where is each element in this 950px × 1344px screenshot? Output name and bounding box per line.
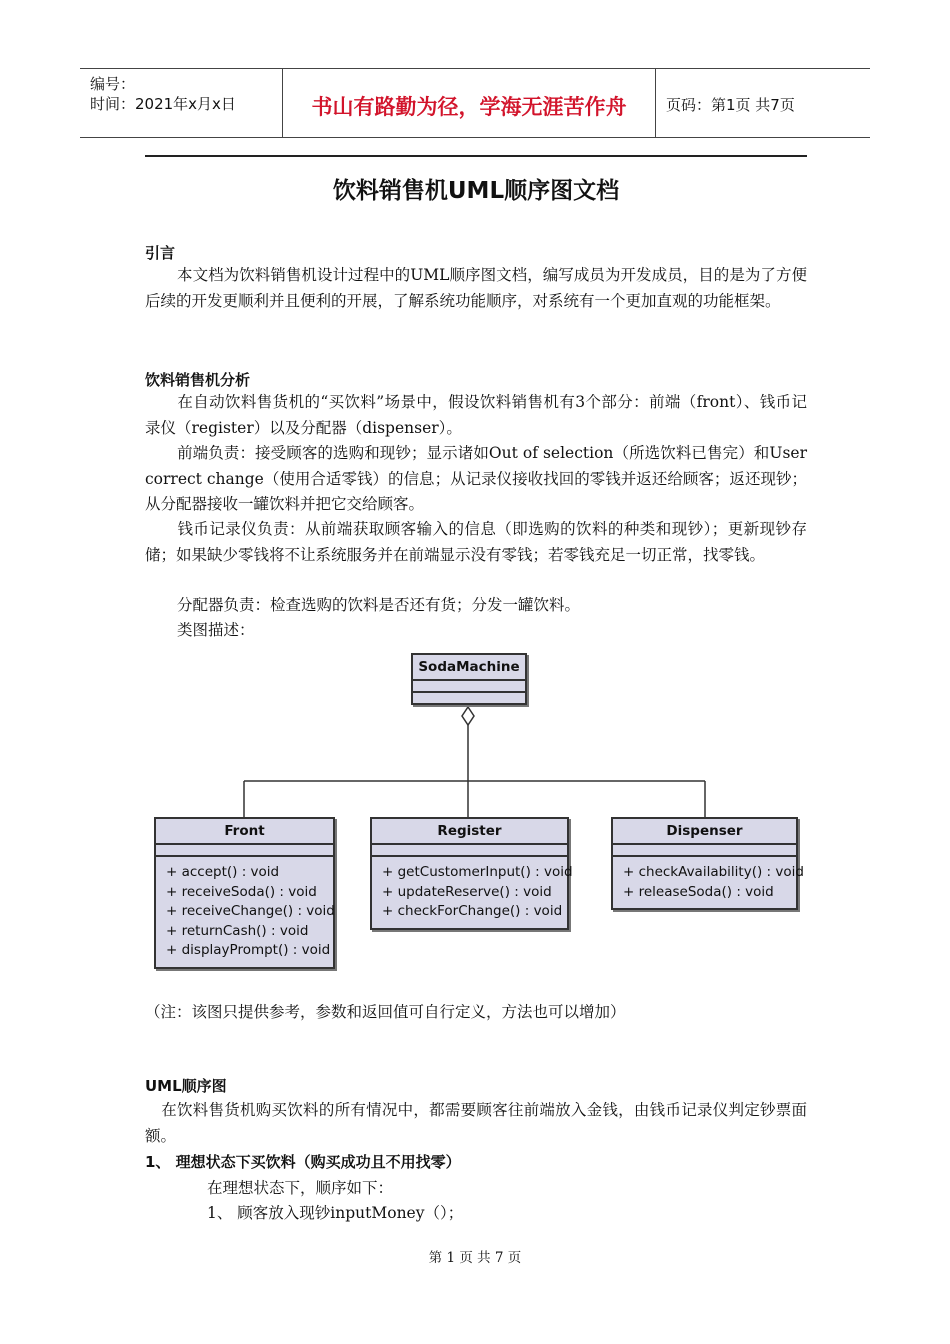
analysis-p4 [145,593,807,619]
intro-paragraph [145,263,807,314]
sequence-step-1: 1、 顾客放入现钞inputMoney（）； [207,1204,464,1222]
class-dispenser [611,817,804,910]
class-operations [372,857,573,928]
intro-heading: 引言 [145,244,176,262]
class-front [154,817,335,969]
operation: + displayPrompt() : void [166,942,331,958]
operation: + receiveSoda() : void [166,883,317,900]
class-attributes [413,681,525,693]
page-label: 页码：第1页 共7页 [666,96,795,114]
analysis-p5-text: 类图描述： [177,621,255,639]
analysis-p3 [145,517,807,568]
class-operations [413,693,525,703]
class-name: Register [372,819,567,845]
header-motto-cell [283,69,656,137]
header-table [80,68,870,138]
class-attributes [372,845,567,857]
number-label: 编号： [90,75,136,93]
class-attributes [156,845,333,857]
analysis-heading: 饮料销售机分析 [145,371,251,389]
sequence-item-1: 1、 理想状态下买饮料（购买成功且不用找零） [145,1153,461,1171]
class-sodamachine [411,653,527,705]
operation: + checkAvailability() : void [623,864,804,880]
operation: + updateReserve() : void [382,883,552,900]
operation: + getCustomerInput() : void [382,864,573,880]
class-attributes [613,845,796,857]
analysis-p2-text: 前端负责：接受顾客的选购和现钞；显示诸如Out of selection（所选饮料已售完）和User correct change（使用合适零钱）的信息；从记录仪接收找回的零钱并返还给顾客；返还现钞；从分配器接收一罐饮料并把它交给顾客。 [145,444,807,513]
analysis-p2 [145,441,807,518]
motto: 书山有路勤为径，学海无涯苦作舟 [311,94,627,119]
class-register [370,817,573,930]
sequence-text: 在饮料售货机购买饮料的所有情况中，都需要顾客往前端放入金钱，由钱币记录仪判定钞票面额。 [145,1101,807,1145]
document-title: 饮料销售机UML顺序图文档 [332,178,620,204]
page-footer: 第 1 页 共 7 页 [428,1250,522,1266]
class-diagram [150,650,804,970]
class-operations [156,857,333,967]
analysis-p5 [145,618,807,644]
header-left-cell [80,69,283,137]
sequence-item-1-text: 在理想状态下，顺序如下： [207,1179,394,1197]
operation: + accept() : void [166,864,280,880]
operation: + receiveChange() : void [166,903,335,919]
class-name: Dispenser [613,819,796,845]
operation: + returnCash() : void [166,922,309,939]
analysis-p4-text: 分配器负责：检查选购的饮料是否还有货；分发一罐饮料。 [177,596,581,614]
intro-text: 本文档为饮料销售机设计过程中的UML顺序图文档，编写成员为开发成员，目的是为了方便后续的开发更顺利并且便利的开展，了解系统功能顺序，对系统有一个更加直观的功能框架。 [145,266,807,310]
operation: + releaseSoda() : void [623,883,774,900]
aggregation-diamond [462,707,474,725]
analysis-p1 [145,390,807,441]
analysis-p3-text: 钱币记录仪负责：从前端获取顾客输入的信息（即选购的饮料的种类和现钞）；更新现钞存储；如果缺少零钱将不让系统服务并在前端显示没有零钱；若零钱充足一切正常，找零钱。 [145,520,807,564]
time-label: 时间：2021年x月x日 [90,95,236,113]
title-rule [145,155,807,157]
analysis-p1-text: 在自动饮料售货机的“买饮料”场景中，假设饮料销售机有3个部分：前端（front）、钱币记录仪（register）以及分配器（dispenser）。 [145,393,807,437]
class-name: SodaMachine [413,655,525,681]
sequence-paragraph [145,1098,807,1149]
diagram-note: （注：该图只提供参考，参数和返回值可自行定义，方法也可以增加） [145,1003,626,1021]
class-name: Front [156,819,333,845]
sequence-heading: UML顺序图 [145,1077,227,1095]
operation: + checkForChange() : void [382,903,563,919]
header-page-cell [656,69,870,137]
class-operations [613,857,804,908]
